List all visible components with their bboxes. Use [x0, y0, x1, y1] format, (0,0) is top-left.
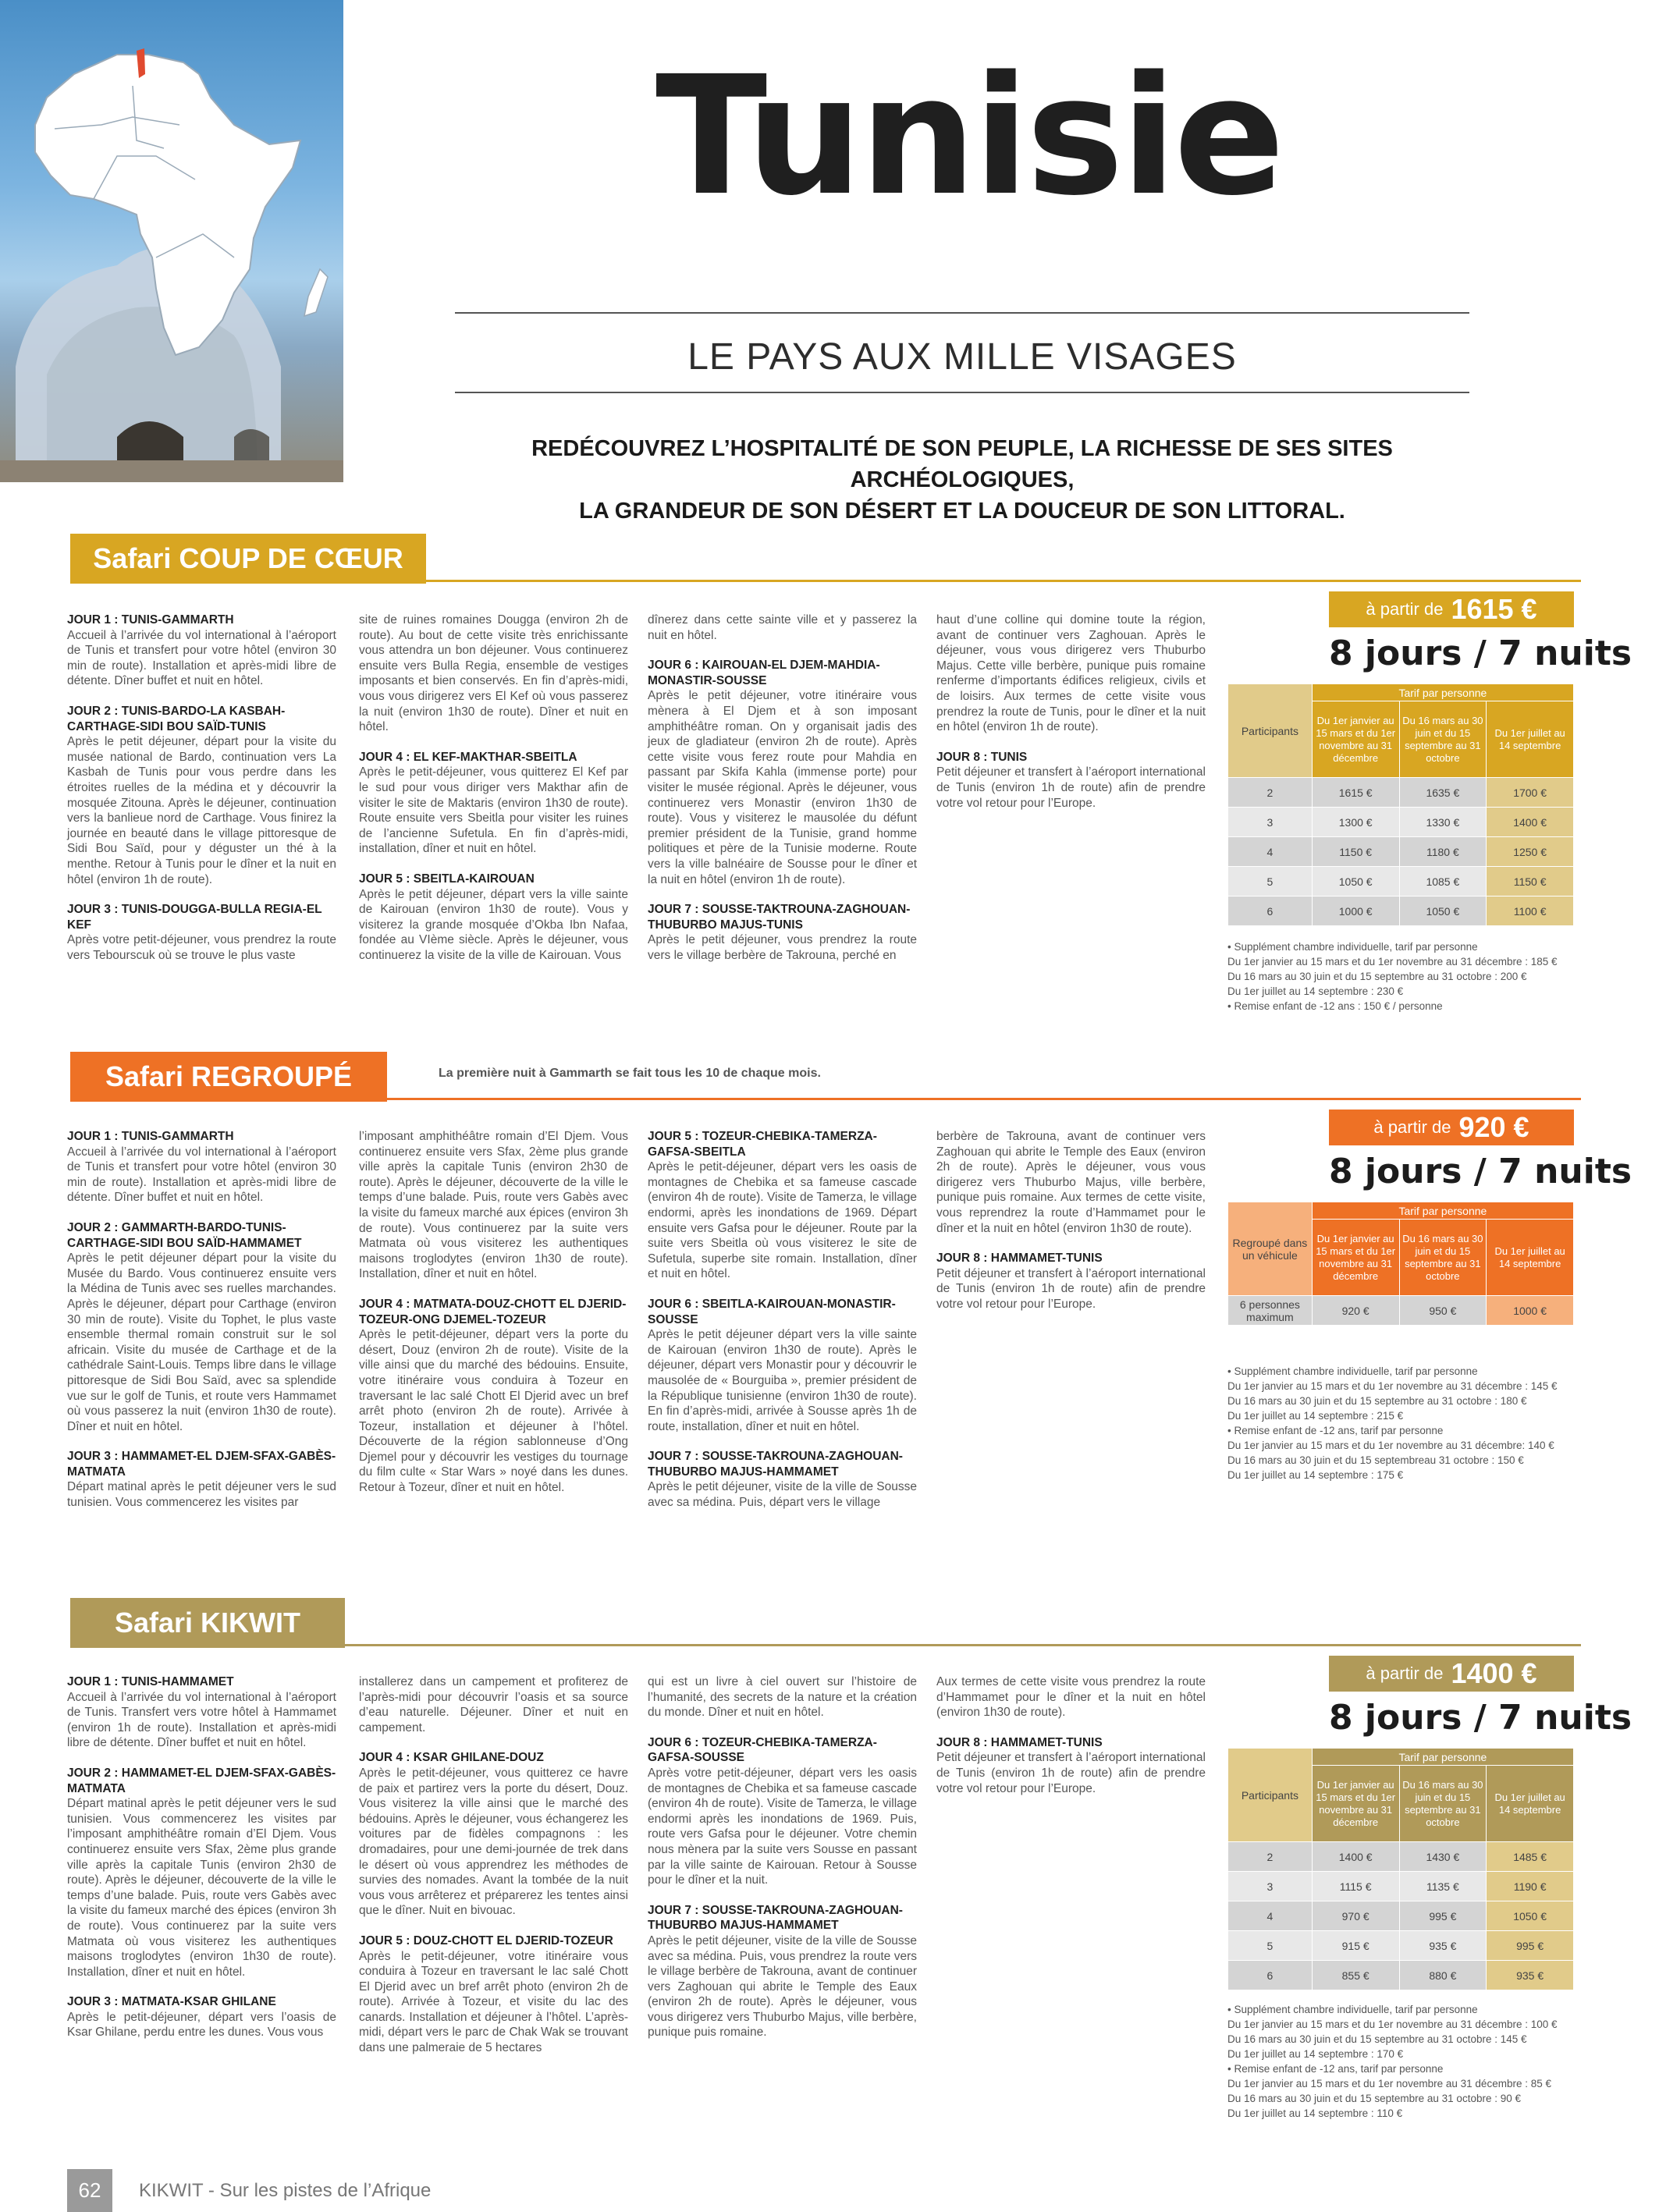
day-heading: JOUR 8 : HAMMAMET-TUNIS: [936, 1252, 1103, 1266]
price-cell: 1250 €: [1487, 837, 1574, 867]
itinerary-day: [648, 1735, 917, 1888]
itinerary-day: [359, 872, 628, 964]
day-text: installerez dans un campement et profiterez de l’après-midi pour découvrir l’oasis et sa source d’eau naturelle. Déjeuner. Dîner et nuit en campement.: [359, 1675, 628, 1734]
day-text: berbère de Takrouna, avant de continuer vers Zaghouan qui abrite le Temple des Eaux (environ 2h de route). Après le déjeuner, vous vous dirigerez vers Thuburbo Majus, ville berbère, punique puis romaine. Aux termes de cette visite, vous reprendrez la route d’Hammamet pour le dîner et la nuit en hôtel (environ 1h30 de route).: [936, 1130, 1206, 1235]
day-heading: JOUR 2 : HAMMAMET-EL DJEM-SFAX-GABÈS-MATMATA: [67, 1766, 336, 1795]
note-line: • Supplément chambre individuelle, tarif par personne: [1227, 941, 1478, 953]
day-heading: JOUR 4 : MATMATA-DOUZ-CHOTT EL DJERID-TOZEUR-ONG DJEMEL-TOZEUR: [359, 1297, 627, 1326]
note-line: Du 1er juillet au 14 septembre : 215 €: [1227, 1410, 1404, 1422]
day-heading: JOUR 1 : TUNIS-GAMMARTH: [67, 1130, 234, 1143]
note-line: Du 1er janvier au 15 mars et du 1er novembre au 31 décembre : 100 €: [1227, 2018, 1558, 2030]
itinerary-day: [648, 1297, 917, 1434]
price-cell: 1400 €: [1312, 1842, 1399, 1872]
page-subtitle: LE PAYS AUX MILLE VISAGES: [687, 336, 1237, 378]
season-header: Du 1er janvier au 15 mars et du 1er novembre au 31 décembre: [1312, 1766, 1399, 1842]
table-header-row: [1228, 1749, 1574, 1766]
participants-cell: 2: [1228, 778, 1313, 808]
safari-kikwit-banner: Safari KIKWIT: [70, 1598, 345, 1648]
note-line: Du 1er janvier au 15 mars et du 1er novembre au 31 décembre : 85 €: [1227, 2078, 1551, 2090]
participants-cell: 2: [1228, 1842, 1313, 1872]
participants-cell: 6: [1228, 897, 1313, 926]
day-text: Après le petit déjeuner, votre itinéraire vous mènera à El Djem et à son imposant amphithéâtre roman. On y organisait jadis des jeux de gladiateur (environ 2h de route). Après cette visite vous ferez route pour Mahdia en passant par Skifa Kahla (immense porte) pour visiter le musée régional. Après le déjeuner, vous continuerez vers Monastir (environ 1h30 de route). Vous y visiterez le mausolée du défunt premier président de la Tunisie, grand homme politiques et père de la Tunisie moderne. Route vers la ville balnéaire de Sousse pour le dîner et la nuit en hôtel (environ 1h de route).: [648, 689, 917, 886]
divider: [455, 312, 1469, 314]
price-cell: 935 €: [1487, 1961, 1574, 1990]
itinerary-column-4: [936, 612, 1206, 826]
price-cell: 1050 €: [1312, 867, 1399, 897]
day-text: site de ruines romaines Dougga (environ 2h de route). Au bout de cette visite très enrichissante vous attendra un bon déjeuner. Vous continuerez ensuite vers Bulla Regia, ensemble de vestiges imposants et bien conservés. En fin d’après-midi, vous vous dirigerez vers El Kef où vous passerez la nuit (environ 1h30 de route). Dîner et nuit en hôtel.: [359, 613, 628, 734]
table-row: [1228, 837, 1574, 867]
tagline-line-1: REDÉCOUVREZ L’HOSPITALITÉ DE SON PEUPLE, LA RICHESSE DE SES SITES ARCHÉOLOGIQUES,: [531, 436, 1393, 492]
tarif-header: Tarif par personne: [1312, 684, 1573, 701]
tagline: [455, 433, 1469, 527]
price-cell: 1180 €: [1399, 837, 1487, 867]
table-row: [1228, 1901, 1574, 1931]
day-text: Après le petit déjeuner, vous prendrez la route vers le village berbère de Takrouna, perché en: [648, 933, 917, 962]
day-text: l’imposant amphithéâtre romain d’El Djem. Vous continuerez ensuite vers Sfax, 2ème plus grande ville après la capitale Tunis (environ 2h30 de route). Après le déjeuner, découverte de la ville le temps d’une balade. Puis, route vers Gabès avec la visite du fameux marché aux épices (environ 3h de route). Vous continuerez par la suite vers Matmata où vous visiterez les authentiques maisons troglodytes (environ 1h30 de route). Installation, dîner et nuit en hôtel.: [359, 1130, 628, 1281]
participants-cell: 4: [1228, 837, 1313, 867]
itinerary-column-4: [936, 1129, 1206, 1327]
price-cell: 1150 €: [1487, 867, 1574, 897]
price-cell: 1115 €: [1312, 1872, 1399, 1901]
itinerary-day: [936, 1735, 1206, 1796]
price-value: 1400 €: [1451, 1657, 1537, 1689]
price-table: [1227, 1748, 1574, 1990]
price-cell: 920 €: [1312, 1296, 1399, 1326]
participants-header: Participants: [1228, 684, 1313, 778]
day-heading: JOUR 4 : EL KEF-MAKTHAR-SBEITLA: [359, 750, 577, 764]
price-cell: 1700 €: [1487, 778, 1574, 808]
note-line: Du 16 mars au 30 juin et du 15 septembreau 31 octobre : 150 €: [1227, 1454, 1524, 1466]
table-row: [1228, 1296, 1574, 1326]
duration: 8 jours / 7 nuits: [1329, 634, 1632, 673]
table-header-row: [1228, 1202, 1574, 1220]
day-text: haut d’une colline qui domine toute la région, avant de continuer vers Zaghouan. Après le déjeuner, vous vous dirigerez vers Thuburbo Majus. Cette ville berbère, punique puis romaine renferme d’importants édifices religieux, civils et de loisirs. Aux termes de cette visite vous prendrez la route de Tunis, pour le dîner et la nuit en hôtel (environ 1h de route).: [936, 613, 1206, 734]
note-line: Du 16 mars au 30 juin et du 15 septembre au 31 octobre : 90 €: [1227, 2093, 1521, 2104]
price-cell: 1300 €: [1312, 808, 1399, 837]
season-header: Du 16 mars au 30 juin et du 15 septembre au 31 octobre: [1399, 701, 1487, 778]
table-row: [1228, 1961, 1574, 1990]
price-cell: 1050 €: [1399, 897, 1487, 926]
price-cell: 1150 €: [1312, 837, 1399, 867]
day-text: Départ matinal après le petit déjeuner vers le sud tunisien. Vous commencerez les visites par: [67, 1480, 336, 1510]
day-text: Après le petit-déjeuner, votre itinéraire vous conduira à Tozeur en traversant le lac salé Chott El Djerid avec un bref arrêt photo (environ 2h de route). Arrivée à Tozeur, et visite du lac des canards. Installation et déjeuner à l’hôtel. L’après-midi, départ vers le parc de Chak Wak se trouvant dans une palmeraie de 5 hectares: [359, 1949, 628, 2055]
price-cell: 1485 €: [1487, 1842, 1574, 1872]
table-row: [1228, 867, 1574, 897]
day-text: Petit déjeuner et transfert à l’aéroport international de Tunis (environ 1h de route) afin de prendre votre vol retour pour l’Europe.: [936, 1266, 1206, 1311]
day-text: Après le petit déjeuner, visite de la ville de Sousse avec sa médina. Puis, départ vers le village: [648, 1480, 917, 1510]
note-line: Du 16 mars au 30 juin et du 15 septembre au 31 octobre : 180 €: [1227, 1395, 1527, 1407]
day-heading: JOUR 5 : SBEITLA-KAIROUAN: [359, 872, 535, 886]
price-badge: [1329, 1110, 1574, 1145]
itinerary-day: [359, 1129, 628, 1282]
itinerary-day: [359, 1933, 628, 2056]
from-label: à partir de: [1366, 599, 1444, 619]
duration: 8 jours / 7 nuits: [1329, 1152, 1632, 1191]
day-text: Après le petit déjeuner départ vers la ville sainte de Kairouan (environ 1h30 de route). Après le déjeuner, départ vers Monastir pour y découvrir le mausolée de « Bourguiba », premier président de la République tunisienne (environ 1h30 de route). En fin d’après-midi, arrivée à Sousse après 1h de route, installation, dîner et nuit en hôtel.: [648, 1328, 917, 1433]
price-badge: [1329, 591, 1574, 627]
day-text: Après le petit déjeuner, départ vers la ville sainte de Kairouan (environ 1h30 de route). Vous y visiterez la grande mosquée d’Okba Ibn Nafaa, fondée au VIème siècle. Après le déjeuner, vous continuerez la visite de la ville de Kairouan. Vous: [359, 887, 628, 962]
price-notes: [1227, 939, 1558, 1014]
itinerary-day: [936, 1251, 1206, 1312]
day-heading: JOUR 3 : MATMATA-KSAR GHILANE: [67, 1995, 276, 2009]
price-cell: 855 €: [1312, 1961, 1399, 1990]
itinerary-day: [648, 902, 917, 963]
note-line: • Remise enfant de -12 ans, tarif par personne: [1227, 1425, 1444, 1436]
price-cell: 970 €: [1312, 1901, 1399, 1931]
day-text: Petit déjeuner et transfert à l’aéroport international de Tunis (environ 1h de route) afin de prendre votre vol retour pour l’Europe.: [936, 1751, 1206, 1795]
day-text: Petit déjeuner et transfert à l’aéroport international de Tunis (environ 1h de route) afin de prendre votre vol retour pour l’Europe.: [936, 765, 1206, 810]
table-header-row: [1228, 684, 1574, 701]
table-row: [1228, 897, 1574, 926]
itinerary-column-1: [67, 1674, 336, 2055]
itinerary-column-2: [359, 1674, 628, 2071]
table-row: [1228, 1931, 1574, 1961]
price-cell: 1050 €: [1487, 1901, 1574, 1931]
day-text: Accueil à l’arrivée du vol international à l’aéroport de Tunis et transfert pour votre hôtel (environ 30 min de route). Installation et après-midi libre de détente. Dîner buffet et nuit en hôtel.: [67, 1145, 336, 1205]
day-text: Départ matinal après le petit déjeuner vers le sud tunisien. Vous commencerez les visites par l’imposant amphithéâtre romain d’El Djem. Vous continuerez ensuite vers Sfax, 2ème plus grande ville après la capitale Tunis (environ 2h30 de route). Après le déjeuner, découverte de la ville le temps d’une balade. Puis, route vers Gabès avec la visite du fameux marché des épices (environ 3h de route). Vous continuerez par la suite vers Matmata où vous visiterez les authentiques maisons troglodytes (environ 1h30 de route). Installation, dîner et nuit en hôtel.: [67, 1797, 336, 1979]
day-heading: JOUR 8 : TUNIS: [936, 750, 1028, 764]
itinerary-day: [936, 1129, 1206, 1236]
day-heading: JOUR 1 : TUNIS-GAMMARTH: [67, 613, 234, 627]
note-line: Du 1er juillet au 14 septembre : 110 €: [1227, 2107, 1403, 2119]
day-text: Après le petit déjeuner, visite de la ville de Sousse avec sa médina. Puis, vous prendrez la route vers le village berbère de Takrouna, avant de continuer vers Zaghouan qui abrite le Temple des Eaux (environ 2h de route). Après le déjeuner, vous vous dirigerez vers Thuburbo Majus, ville berbère, punique puis romaine.: [648, 1933, 917, 2040]
note-line: Du 16 mars au 30 juin et du 15 septembre au 31 octobre : 145 €: [1227, 2033, 1527, 2045]
day-text: Après le petit-déjeuner, départ vers l’oasis de Ksar Ghilane, perdu entre les dunes. Vous vous: [67, 2010, 336, 2040]
season-header: Du 16 mars au 30 juin et du 15 septembre au 31 octobre: [1399, 1220, 1487, 1296]
price-cell: 915 €: [1312, 1931, 1399, 1961]
itinerary-day: [67, 1994, 336, 2040]
note-line: Du 1er janvier au 15 mars et du 1er novembre au 31 décembre : 185 €: [1227, 956, 1558, 968]
day-text: Accueil à l’arrivée du vol international à l’aéroport de Tunis. Transfert vers votre hôtel à Hammamet (environ 1h de route). Installation et après-midi libre de détente. Dîner buffet et nuit en hôtel.: [67, 1690, 336, 1750]
itinerary-day: [648, 1449, 917, 1510]
itinerary-column-1: [67, 612, 336, 978]
itinerary-day: [67, 1449, 336, 1510]
day-heading: JOUR 2 : GAMMARTH-BARDO-TUNIS-CARTHAGE-SIDI BOU SAÏD-HAMMAMET: [67, 1220, 302, 1250]
page-title: Tunisie: [655, 41, 1282, 232]
day-text: Après le petit-déjeuner, vous quitterez El Kef par le sud pour vous diriger vers Makthar afin de visiter le site de Maktaris (environ 1h30 de route). Route ensuite vers Sbeitla pour visiter les ruines de l’ancienne Sufetula. En fin d’après-midi, installation, dîner et nuit en hôtel.: [359, 765, 628, 856]
price-cell: 1190 €: [1487, 1872, 1574, 1901]
day-heading: JOUR 8 : HAMMAMET-TUNIS: [936, 1735, 1103, 1749]
table-row: [1228, 1872, 1574, 1901]
day-heading: JOUR 6 : SBEITLA-KAIROUAN-MONASTIR-SOUSSE: [648, 1297, 896, 1326]
price-cell: 995 €: [1399, 1901, 1487, 1931]
safari-regroupe-banner: Safari REGROUPÉ: [70, 1052, 387, 1102]
participants-cell: 6 personnes maximum: [1228, 1296, 1313, 1326]
price-cell: 1400 €: [1487, 808, 1574, 837]
itinerary-day: [648, 1903, 917, 2040]
price-table: [1227, 683, 1574, 926]
price-cell: 1135 €: [1399, 1872, 1487, 1901]
season-header: Du 16 mars au 30 juin et du 15 septembre au 31 octobre: [1399, 1766, 1487, 1842]
itinerary-column-3: [648, 612, 917, 978]
table-row: [1228, 778, 1574, 808]
participants-cell: 5: [1228, 1931, 1313, 1961]
day-text: Après le petit-déjeuner, vous quitterez ce havre de paix et partirez vers la porte du désert, Douz. Vous visiterez la ville ainsi que le marché des bédouins. Après le déjeuner, vous échangerez les voitures par de fidèles compagnons : les dromadaires, pour une demi-journée de trek dans le désert où vous apprendrez les méthodes de survies des nomades. Avant la tombée de la nuit vous vous arrêterez et préparerez les tentes ainsi que le dîner. Nuit en bivouac.: [359, 1766, 628, 1918]
tarif-header: Tarif par personne: [1312, 1202, 1573, 1220]
day-text: Après votre petit-déjeuner, départ vers les oasis de montagnes de Chebika et sa fameuse cascade (environ 4h de route). Visite de Tamerza, le village endormi après les inondations de 1969. Puis, route vers Gafsa pour le déjeuner. Votre chemin nous mènera par la suite vers Sousse en passant par la ville sainte de Kairouan. Retour à Sousse pour le dîner et la nuit.: [648, 1766, 917, 1887]
itinerary-day: [67, 612, 336, 689]
itinerary-column-2: [359, 1129, 628, 1511]
price-value: 1615 €: [1451, 593, 1537, 625]
itinerary-day: [648, 658, 917, 887]
banner-rule: [345, 1644, 1581, 1646]
itinerary-day: [359, 1750, 628, 1919]
itinerary-column-4: [936, 1674, 1206, 1811]
price-cell: 1330 €: [1399, 808, 1487, 837]
tagline-line-2: LA GRANDEUR DE SON DÉSERT ET LA DOUCEUR DE SON LITTORAL.: [579, 499, 1345, 524]
day-text: Après votre petit-déjeuner, vous prendrez la route vers Tebourscuk où se trouve le plus vaste: [67, 933, 336, 962]
price-cell: 1000 €: [1312, 897, 1399, 926]
day-heading: JOUR 6 : TOZEUR-CHEBIKA-TAMERZA-GAFSA-SOUSSE: [648, 1735, 877, 1765]
participants-cell: 5: [1228, 867, 1313, 897]
participants-cell: 3: [1228, 808, 1313, 837]
participants-cell: 6: [1228, 1961, 1313, 1990]
note-line: • Supplément chambre individuelle, tarif par personne: [1227, 1365, 1478, 1377]
price-cell: 1085 €: [1399, 867, 1487, 897]
itinerary-day: [936, 612, 1206, 735]
note-line: Du 16 mars au 30 juin et du 15 septembre au 31 octobre : 200 €: [1227, 971, 1527, 982]
note-line: • Remise enfant de -12 ans : 150 € / personne: [1227, 1000, 1443, 1012]
day-heading: JOUR 5 : TOZEUR-CHEBIKA-TAMERZA-GAFSA-SBEITLA: [648, 1130, 877, 1159]
from-label: à partir de: [1373, 1117, 1451, 1137]
hero-photo: [0, 0, 343, 482]
season-header: Du 1er juillet au 14 septembre: [1487, 701, 1574, 778]
safari-coup-de-coeur-banner: Safari COUP DE CŒUR: [70, 534, 426, 584]
price-cell: 1615 €: [1312, 778, 1399, 808]
price-cell: 1635 €: [1399, 778, 1487, 808]
footer-text: KIKWIT - Sur les pistes de l’Afrique: [139, 2180, 432, 2201]
season-header: Du 1er juillet au 14 septembre: [1487, 1766, 1574, 1842]
itinerary-day: [648, 612, 917, 643]
itinerary-day: [67, 1220, 336, 1434]
note-line: Du 1er janvier au 15 mars et du 1er novembre au 31 décembre: 140 €: [1227, 1440, 1554, 1451]
day-text: Après le petit-déjeuner, départ vers les oasis de montagnes de Chebika et sa fameuse cascade (environ 4h de route). Visite de Tamerza, le village endormi, après les inondations de 1969. Départ ensuite vers Gafsa pour le déjeuner. Route par la suite vers Sbeitla où vous visiterez le site de Sufetula, superbe site romain. Installation, dîner et nuit en hôtel.: [648, 1160, 917, 1281]
day-heading: JOUR 6 : KAIROUAN-EL DJEM-MAHDIA-MONASTIR-SOUSSE: [648, 659, 880, 687]
from-label: à partir de: [1366, 1663, 1444, 1683]
price-value: 920 €: [1458, 1111, 1529, 1143]
itinerary-day: [67, 704, 336, 887]
itinerary-day: [67, 1766, 336, 1979]
price-badge: [1329, 1656, 1574, 1692]
price-notes: [1227, 2002, 1558, 2121]
itinerary-day: [359, 1297, 628, 1496]
participants-header: Participants: [1228, 1749, 1313, 1842]
price-cell: 995 €: [1487, 1931, 1574, 1961]
note-line: Du 1er janvier au 15 mars et du 1er novembre au 31 décembre : 145 €: [1227, 1380, 1558, 1392]
day-heading: JOUR 7 : SOUSSE-TAKROUNA-ZAGHOUAN-THUBURBO MAJUS-HAMMAMET: [648, 1450, 903, 1479]
day-text: dînerez dans cette sainte ville et y passerez la nuit en hôtel.: [648, 613, 917, 642]
note-line: Du 1er juillet au 14 septembre : 230 €: [1227, 985, 1404, 997]
day-heading: JOUR 7 : SOUSSE-TAKROUNA-ZAGHOUAN-THUBURBO MAJUS-HAMMAMET: [648, 1903, 903, 1933]
price-table: [1227, 1202, 1574, 1326]
price-cell: 950 €: [1399, 1296, 1487, 1326]
day-text: Après le petit déjeuner, départ pour la visite du musée national de Bardo, continuation vers La Kasbah de Tunis pour vous perdre dans les étroites ruelles de la médina et y découvrir la mosquée Zitouna. Après le déjeuner, continuation vers la banlieue nord de Carthage. Vous finirez la journée en beauté dans le village pittoresque de Sidi Bou Saïd, pour y déguster un thé à la menthe. Retour à Tunis pour le dîner et la nuit en hôtel (environ 1h de route).: [67, 735, 336, 886]
itinerary-day: [359, 612, 628, 735]
day-text: qui est un livre à ciel ouvert sur l’histoire de l’humanité, des secrets de la nature et la création du monde. Dîner et nuit en hôtel.: [648, 1675, 917, 1720]
participants-cell: 4: [1228, 1901, 1313, 1931]
itinerary-day: [648, 1129, 917, 1282]
price-cell: 880 €: [1399, 1961, 1487, 1990]
note-line: Du 1er juillet au 14 septembre : 170 €: [1227, 2048, 1404, 2060]
tarif-header: Tarif par personne: [1312, 1749, 1573, 1766]
participants-cell: 3: [1228, 1872, 1313, 1901]
itinerary-day: [67, 902, 336, 963]
itinerary-day: [359, 750, 628, 857]
regroupe-note: La première nuit à Gammarth se fait tous les 10 de chaque mois.: [439, 1067, 821, 1080]
day-heading: JOUR 3 : TUNIS-DOUGGA-BULLA REGIA-EL KEF: [67, 903, 322, 932]
itinerary-day: [648, 1674, 917, 1720]
price-cell: 935 €: [1399, 1931, 1487, 1961]
hero-illustration: [0, 0, 343, 482]
day-text: Après le petit-déjeuner, départ vers la porte du désert, Douz (environ 2h de route). Visite de la ville ainsi que du marché des bédouins. Ensuite, votre itinéraire vous conduira à Tozeur en traversant le lac salé Chott El Djerid avec un bref arrêt photo (environ 2h de route). Arrivée à Tozeur, installation et déjeuner à l’hôtel. Découverte de la région sablonneuse d’Ong Djemel pour y découvrir les vestiges du tournage du film culte « Star Wars » noyé dans les dunes. Retour à Tozeur, dîner et nuit en hôtel.: [359, 1328, 628, 1495]
day-heading: JOUR 5 : DOUZ-CHOTT EL DJERID-TOZEUR: [359, 1933, 613, 1947]
day-heading: JOUR 4 : KSAR GHILANE-DOUZ: [359, 1751, 544, 1765]
note-line: Du 1er juillet au 14 septembre : 175 €: [1227, 1469, 1404, 1481]
page-number: 62: [67, 2169, 112, 2212]
itinerary-column-3: [648, 1674, 917, 2055]
day-heading: JOUR 2 : TUNIS-BARDO-LA KASBAH-CARTHAGE-SIDI BOU SAÏD-TUNIS: [67, 704, 286, 733]
divider: [455, 392, 1469, 393]
price-cell: 1000 €: [1487, 1296, 1574, 1326]
itinerary-day: [67, 1129, 336, 1205]
banner-rule: [426, 580, 1581, 582]
itinerary-column-3: [648, 1129, 917, 1525]
day-heading: JOUR 1 : TUNIS-HAMMAMET: [67, 1675, 234, 1688]
season-header: Du 1er janvier au 15 mars et du 1er novembre au 31 décembre: [1312, 1220, 1399, 1296]
table-row: [1228, 808, 1574, 837]
price-cell: 1100 €: [1487, 897, 1574, 926]
participants-header: Regroupé dans un véhicule: [1228, 1202, 1313, 1296]
season-header: Du 1er janvier au 15 mars et du 1er novembre au 31 décembre: [1312, 701, 1399, 778]
day-heading: JOUR 7 : SOUSSE-TAKTROUNA-ZAGHOUAN-THUBURBO MAJUS-TUNIS: [648, 903, 911, 932]
day-heading: JOUR 3 : HAMMAMET-EL DJEM-SFAX-GABÈS-MATMATA: [67, 1450, 336, 1479]
duration: 8 jours / 7 nuits: [1329, 1698, 1632, 1738]
day-text: Après le petit déjeuner départ pour la visite du Musée du Bardo. Vous continuerez ensuite vers la Médina de Tunis avec ses ruelles marchandes. Après le déjeuner, départ pour Carthage (environ 30 min de route). Visite du Tophet, le plus vaste ensemble thermal romain construit sur le sol africain. Visite du musée de Carthage et de la cathédrale Saint-Louis. Temps libre dans le village pittoresque de Sidi Bou Saïd, avec sa splendide vue sur le golf de Tunis, et route vers Hammamet où vous passerez la nuit (environ 1h30 de route). Dîner et nuit en hôtel.: [67, 1252, 336, 1433]
price-notes: [1227, 1364, 1558, 1482]
itinerary-day: [936, 750, 1206, 811]
itinerary-day: [359, 1674, 628, 1735]
itinerary-column-2: [359, 612, 628, 978]
itinerary-column-1: [67, 1129, 336, 1525]
note-line: • Supplément chambre individuelle, tarif par personne: [1227, 2004, 1478, 2015]
day-text: Accueil à l’arrivée du vol international à l’aéroport de Tunis et transfert pour votre hôtel (environ 30 min de route). Installation et après-midi libre de détente. Dîner buffet et nuit en hôtel.: [67, 628, 336, 688]
note-line: • Remise enfant de -12 ans, tarif par personne: [1227, 2063, 1444, 2075]
itinerary-day: [67, 1674, 336, 1751]
itinerary-day: [936, 1674, 1206, 1720]
table-row: [1228, 1842, 1574, 1872]
season-header: Du 1er juillet au 14 septembre: [1487, 1220, 1574, 1296]
price-cell: 1430 €: [1399, 1842, 1487, 1872]
day-text: Aux termes de cette visite vous prendrez la route d’Hammamet pour le dîner et la nuit en hôtel (environ 1h30 de route).: [936, 1675, 1206, 1720]
banner-rule: [387, 1098, 1581, 1100]
